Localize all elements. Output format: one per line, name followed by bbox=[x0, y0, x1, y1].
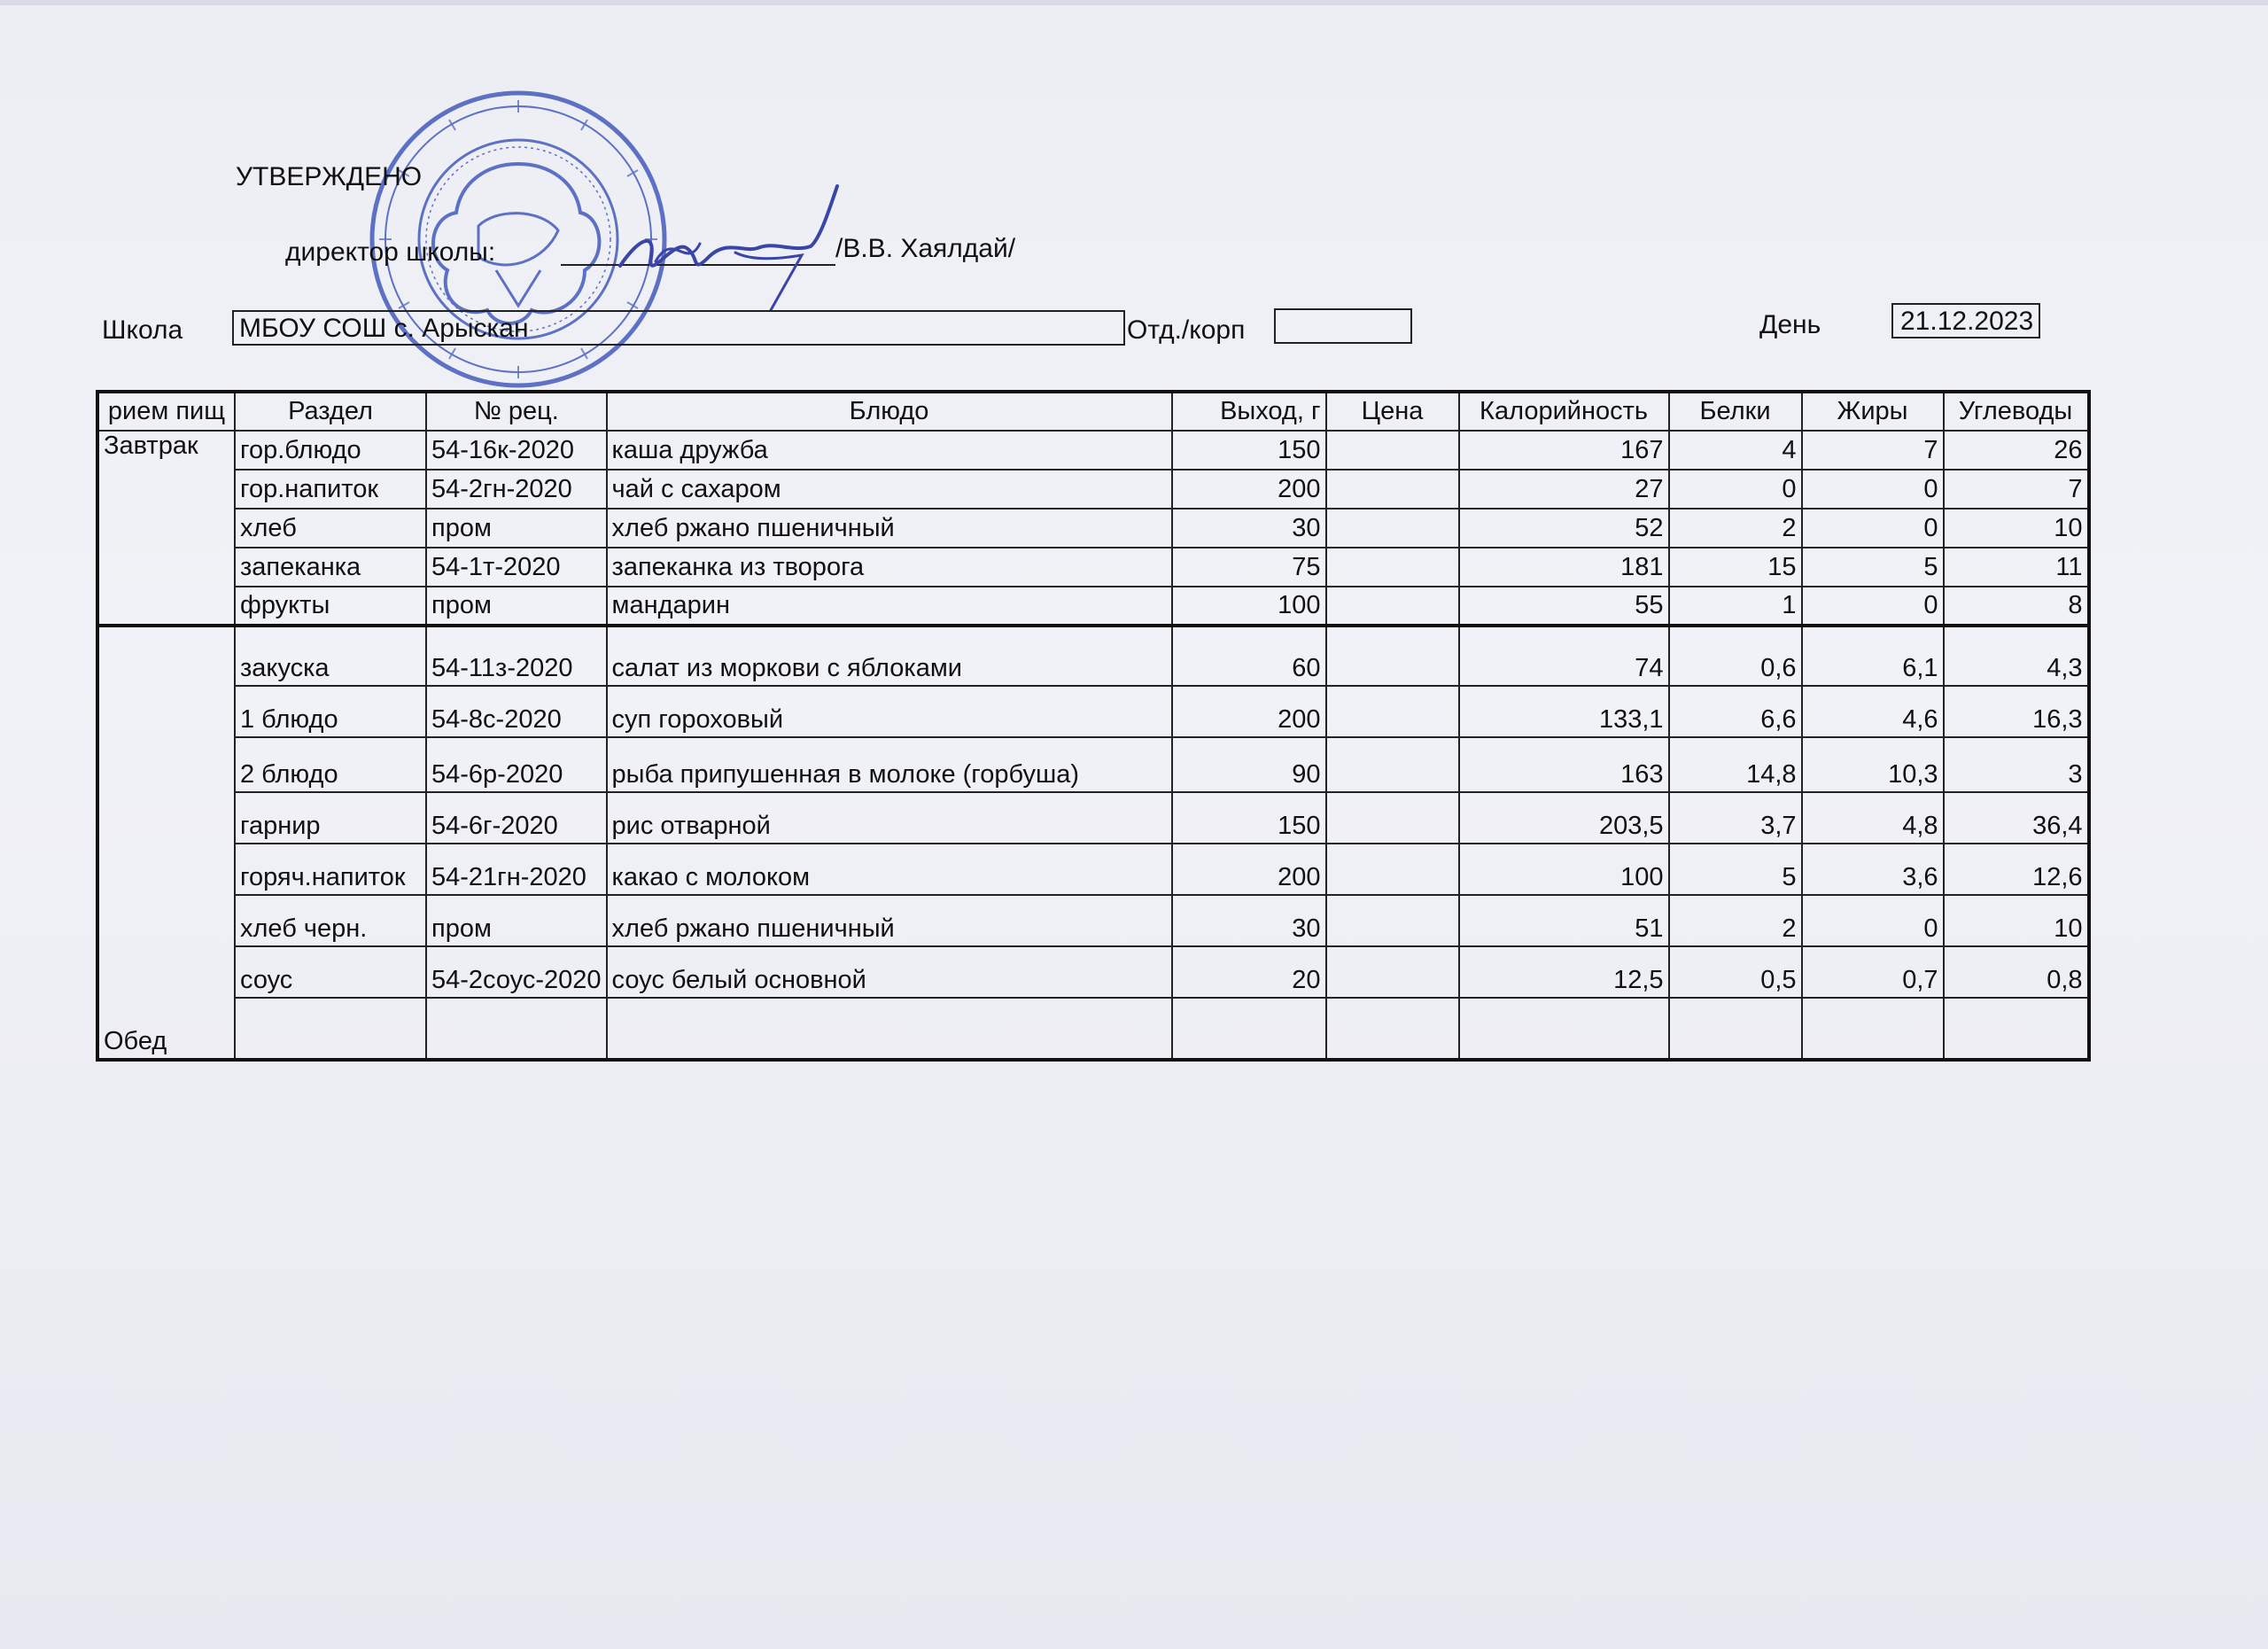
cell-yield: 100 bbox=[1172, 587, 1326, 626]
table-row bbox=[97, 792, 2089, 844]
cell-protein: 2 bbox=[1669, 895, 1802, 946]
day-value: 21.12.2023 bbox=[1900, 307, 2034, 336]
cell-carbs: 7 bbox=[1944, 470, 2089, 509]
cell-dish: хлеб ржано пшеничный bbox=[607, 509, 1172, 548]
school-value: МБОУ СОШ с. Арыскан bbox=[239, 314, 529, 343]
cell-protein: 4 bbox=[1669, 431, 1802, 470]
cell-fat: 3,6 bbox=[1802, 844, 1944, 895]
meal-lunch: Обед bbox=[97, 626, 235, 1060]
cell-protein: 5 bbox=[1669, 844, 1802, 895]
col-fat: Жиры bbox=[1802, 392, 1944, 431]
cell-kcal: 203,5 bbox=[1459, 792, 1669, 844]
cell-empty bbox=[1459, 998, 1669, 1060]
cell-carbs: 10 bbox=[1944, 895, 2089, 946]
dept-field bbox=[1274, 308, 1412, 344]
cell-fat: 0 bbox=[1802, 509, 1944, 548]
cell-yield: 90 bbox=[1172, 737, 1326, 792]
cell-empty bbox=[426, 998, 607, 1060]
col-section: Раздел bbox=[235, 392, 426, 431]
cell-section: гор.блюдо bbox=[235, 431, 426, 470]
cell-section: горяч.напиток bbox=[235, 844, 426, 895]
cell-section: фрукты bbox=[235, 587, 426, 626]
approved-label: УТВЕРЖДЕНО bbox=[236, 162, 423, 191]
cell-price bbox=[1326, 431, 1459, 470]
cell-protein: 0,6 bbox=[1669, 626, 1802, 686]
cell-dish: каша дружба bbox=[607, 431, 1172, 470]
table-row bbox=[97, 431, 2089, 470]
cell-price bbox=[1326, 509, 1459, 548]
col-dish: Блюдо bbox=[607, 392, 1172, 431]
dept-label: Отд./корп bbox=[1127, 315, 1246, 345]
cell-dish: хлеб ржано пшеничный bbox=[607, 895, 1172, 946]
cell-protein: 15 bbox=[1669, 548, 1802, 587]
cell-recipe: 54-6р-2020 bbox=[426, 737, 607, 792]
cell-protein: 0 bbox=[1669, 470, 1802, 509]
cell-price bbox=[1326, 792, 1459, 844]
cell-empty bbox=[1669, 998, 1802, 1060]
cell-section: гор.напиток bbox=[235, 470, 426, 509]
cell-price bbox=[1326, 587, 1459, 626]
cell-kcal: 51 bbox=[1459, 895, 1669, 946]
cell-section: запеканка bbox=[235, 548, 426, 587]
cell-protein: 0,5 bbox=[1669, 946, 1802, 998]
cell-empty bbox=[1944, 998, 2089, 1060]
cell-carbs: 11 bbox=[1944, 548, 2089, 587]
cell-recipe: пром bbox=[426, 587, 607, 626]
cell-yield: 75 bbox=[1172, 548, 1326, 587]
signature-icon bbox=[602, 177, 868, 319]
cell-carbs: 3 bbox=[1944, 737, 2089, 792]
table-row bbox=[97, 895, 2089, 946]
cell-recipe: 54-2гн-2020 bbox=[426, 470, 607, 509]
cell-price bbox=[1326, 470, 1459, 509]
col-price: Цена bbox=[1326, 392, 1459, 431]
cell-recipe: 54-6г-2020 bbox=[426, 792, 607, 844]
table-header-row bbox=[97, 392, 2089, 431]
cell-fat: 4,8 bbox=[1802, 792, 1944, 844]
cell-carbs: 36,4 bbox=[1944, 792, 2089, 844]
cell-empty bbox=[1172, 998, 1326, 1060]
cell-fat: 10,3 bbox=[1802, 737, 1944, 792]
cell-price bbox=[1326, 626, 1459, 686]
cell-dish: мандарин bbox=[607, 587, 1172, 626]
cell-carbs: 10 bbox=[1944, 509, 2089, 548]
col-yield: Выход, г bbox=[1172, 392, 1326, 431]
table-row bbox=[97, 587, 2089, 626]
cell-section: гарнир bbox=[235, 792, 426, 844]
cell-protein: 14,8 bbox=[1669, 737, 1802, 792]
cell-carbs: 4,3 bbox=[1944, 626, 2089, 686]
cell-dish: чай с сахаром bbox=[607, 470, 1172, 509]
cell-yield: 150 bbox=[1172, 792, 1326, 844]
cell-empty bbox=[1326, 998, 1459, 1060]
cell-kcal: 27 bbox=[1459, 470, 1669, 509]
cell-empty bbox=[235, 998, 426, 1060]
cell-dish: салат из моркови с яблоками bbox=[607, 626, 1172, 686]
cell-carbs: 12,6 bbox=[1944, 844, 2089, 895]
cell-yield: 30 bbox=[1172, 895, 1326, 946]
cell-recipe: пром bbox=[426, 509, 607, 548]
cell-fat: 0,7 bbox=[1802, 946, 1944, 998]
cell-recipe: пром bbox=[426, 895, 607, 946]
cell-recipe: 54-11з-2020 bbox=[426, 626, 607, 686]
table-row bbox=[97, 686, 2089, 737]
cell-dish: рис отварной bbox=[607, 792, 1172, 844]
cell-recipe: 54-8с-2020 bbox=[426, 686, 607, 737]
cell-kcal: 55 bbox=[1459, 587, 1669, 626]
cell-section: соус bbox=[235, 946, 426, 998]
cell-carbs: 26 bbox=[1944, 431, 2089, 470]
cell-fat: 6,1 bbox=[1802, 626, 1944, 686]
cell-recipe: 54-16к-2020 bbox=[426, 431, 607, 470]
table-row bbox=[97, 946, 2089, 998]
table-row bbox=[97, 737, 2089, 792]
cell-kcal: 12,5 bbox=[1459, 946, 1669, 998]
cell-yield: 60 bbox=[1172, 626, 1326, 686]
table-row bbox=[97, 548, 2089, 587]
day-field bbox=[1891, 303, 2040, 338]
cell-dish: соус белый основной bbox=[607, 946, 1172, 998]
cell-kcal: 74 bbox=[1459, 626, 1669, 686]
cell-dish: рыба припушенная в молоке (горбуша) bbox=[607, 737, 1172, 792]
cell-price bbox=[1326, 737, 1459, 792]
director-name: /В.В. Хаялдай/ bbox=[835, 234, 1016, 263]
school-label: Школа bbox=[102, 315, 183, 345]
cell-yield: 30 bbox=[1172, 509, 1326, 548]
cell-price bbox=[1326, 895, 1459, 946]
col-meal: рием пищ bbox=[97, 392, 235, 431]
cell-price bbox=[1326, 844, 1459, 895]
cell-fat: 0 bbox=[1802, 895, 1944, 946]
table-row bbox=[97, 470, 2089, 509]
school-field bbox=[232, 310, 1125, 346]
cell-fat: 5 bbox=[1802, 548, 1944, 587]
cell-carbs: 0,8 bbox=[1944, 946, 2089, 998]
cell-protein: 2 bbox=[1669, 509, 1802, 548]
col-carbs: Углеводы bbox=[1944, 392, 2089, 431]
cell-section: 1 блюдо bbox=[235, 686, 426, 737]
cell-yield: 20 bbox=[1172, 946, 1326, 998]
cell-carbs: 16,3 bbox=[1944, 686, 2089, 737]
day-label: День bbox=[1759, 310, 1821, 339]
cell-recipe: 54-1т-2020 bbox=[426, 548, 607, 587]
cell-dish: суп гороховый bbox=[607, 686, 1172, 737]
cell-section: хлеб bbox=[235, 509, 426, 548]
table-row bbox=[97, 509, 2089, 548]
table-row bbox=[97, 626, 2089, 686]
cell-fat: 7 bbox=[1802, 431, 1944, 470]
cell-protein: 6,6 bbox=[1669, 686, 1802, 737]
cell-price bbox=[1326, 548, 1459, 587]
cell-recipe: 54-2соус-2020 bbox=[426, 946, 607, 998]
cell-fat: 0 bbox=[1802, 587, 1944, 626]
cell-dish: запеканка из творога bbox=[607, 548, 1172, 587]
cell-empty bbox=[1802, 998, 1944, 1060]
menu-table bbox=[96, 390, 2091, 1062]
cell-kcal: 163 bbox=[1459, 737, 1669, 792]
cell-kcal: 167 bbox=[1459, 431, 1669, 470]
cell-recipe: 54-21гн-2020 bbox=[426, 844, 607, 895]
cell-yield: 200 bbox=[1172, 686, 1326, 737]
cell-protein: 1 bbox=[1669, 587, 1802, 626]
cell-section: закуска bbox=[235, 626, 426, 686]
cell-dish: какао с молоком bbox=[607, 844, 1172, 895]
meal-breakfast: Завтрак bbox=[97, 431, 235, 626]
cell-kcal: 133,1 bbox=[1459, 686, 1669, 737]
cell-kcal: 52 bbox=[1459, 509, 1669, 548]
cell-kcal: 100 bbox=[1459, 844, 1669, 895]
cell-price bbox=[1326, 946, 1459, 998]
col-protein: Белки bbox=[1669, 392, 1802, 431]
cell-fat: 0 bbox=[1802, 470, 1944, 509]
col-kcal: Калорийность bbox=[1459, 392, 1669, 431]
cell-price bbox=[1326, 686, 1459, 737]
cell-empty bbox=[607, 998, 1172, 1060]
col-recipe: № рец. bbox=[426, 392, 607, 431]
cell-protein: 3,7 bbox=[1669, 792, 1802, 844]
cell-carbs: 8 bbox=[1944, 587, 2089, 626]
cell-kcal: 181 bbox=[1459, 548, 1669, 587]
paper-edge bbox=[0, 0, 2268, 5]
cell-yield: 150 bbox=[1172, 431, 1326, 470]
director-label: директор школы: bbox=[285, 237, 496, 267]
table-row bbox=[97, 844, 2089, 895]
cell-fat: 4,6 bbox=[1802, 686, 1944, 737]
cell-yield: 200 bbox=[1172, 844, 1326, 895]
cell-section: 2 блюдо bbox=[235, 737, 426, 792]
table-row-empty bbox=[97, 998, 2089, 1060]
cell-yield: 200 bbox=[1172, 470, 1326, 509]
cell-section: хлеб черн. bbox=[235, 895, 426, 946]
